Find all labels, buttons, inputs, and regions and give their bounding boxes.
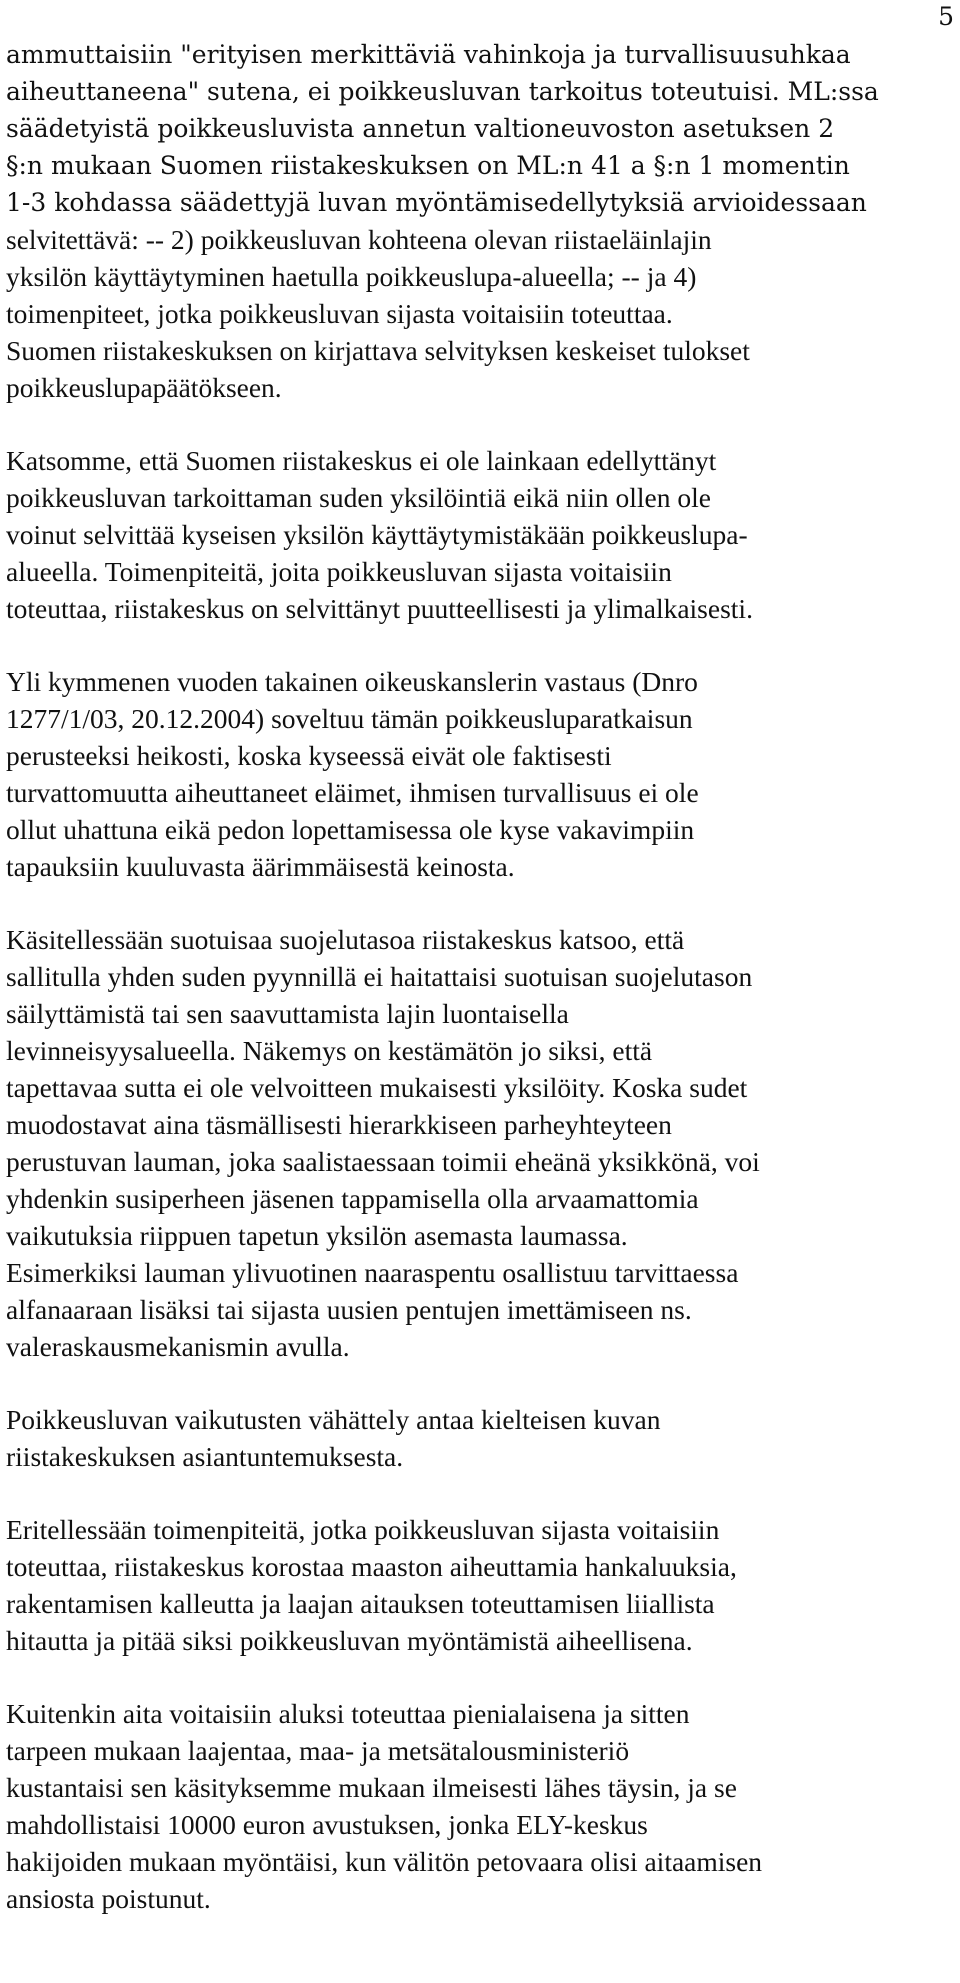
text-line: Poikkeusluvan vaikutusten vähättely antaa kielteisen kuvan [6,1404,661,1435]
paragraph-5 [6,1401,956,1475]
text-line: rakentamisen kalleutta ja laajan aitauksen toteuttamisen liiallista [6,1588,715,1619]
paragraph-gap [6,1659,956,1695]
text-line: selvitettävä: -- 2) poikkeusluvan kohteena olevan riistaeläinlajin [6,224,712,255]
text-line: 1277/1/03, 20.12.2004) soveltuu tämän poikkeusluparatkaisun [6,703,693,734]
text-line: kustantaisi sen käsityksemme mukaan ilmeisesti lähes täysin, ja se [6,1772,737,1803]
text-line: toteuttaa, riistakeskus korostaa maaston aiheuttamia hankaluuksia, [6,1551,737,1582]
text-line: muodostavat aina täsmällisesti hierarkkiseen parheyhteyteen [6,1109,672,1140]
text-line: toteuttaa, riistakeskus on selvittänyt puutteellisesti ja ylimalkaisesti. [6,593,753,624]
text-line: yhdenkin susiperheen jäsenen tappamisella olla arvaamattomia [6,1183,699,1214]
text-line: Kuitenkin aita voitaisiin aluksi toteuttaa pienialaisena ja sitten [6,1698,690,1729]
text-line: 1-3 kohdassa säädettyjä luvan myöntämisedellytyksiä arvioidessaan [6,188,867,217]
document-body [6,36,956,1917]
text-line: alueella. Toimenpiteitä, joita poikkeusluvan sijasta voitaisiin [6,556,672,587]
text-line: Yli kymmenen vuoden takainen oikeuskanslerin vastaus (Dnro [6,666,698,697]
text-line: ollut uhattuna eikä pedon lopettamisessa ole kyse vakavimpiin [6,814,695,845]
text-line: Eritellessään toimenpiteitä, jotka poikkeusluvan sijasta voitaisiin [6,1514,720,1545]
paragraph-4 [6,921,956,1365]
text-line: tarpeen mukaan laajentaa, maa- ja metsätalousministeriö [6,1735,630,1766]
text-line: voinut selvittää kyseisen yksilön käyttäytymistäkään poikkeuslupa- [6,519,748,550]
text-line: §:n mukaan Suomen riistakeskuksen on ML:n 41 a §:n 1 momentin [6,151,850,180]
text-line: säilyttämistä tai sen saavuttamista lajin luontaisella [6,998,569,1029]
text-line: tapauksiin kuuluvasta äärimmäisestä keinosta. [6,851,515,882]
text-line: Käsitellessään suotuisaa suojelutasoa riistakeskus katsoo, että [6,924,685,955]
paragraph-7 [6,1695,956,1917]
text-line: turvattomuutta aiheuttaneet eläimet, ihmisen turvallisuus ei ole [6,777,699,808]
text-line: yksilön käyttäytyminen haetulla poikkeuslupa-alueella; -- ja 4) [6,261,697,292]
paragraph-2 [6,442,956,627]
text-line: säädetyistä poikkeusluvista annetun valtioneuvoston asetuksen 2 [6,114,835,143]
paragraph-1 [6,36,956,406]
text-line: toimenpiteet, jotka poikkeusluvan sijasta voitaisiin toteuttaa. [6,298,673,329]
text-line: mahdollistaisi 10000 euron avustuksen, jonka ELY-keskus [6,1809,648,1840]
text-line: aiheuttaneena" sutena, ei poikkeusluvan tarkoitus toteutuisi. ML:ssa [6,77,879,106]
text-line: poikkeuslupapäätökseen. [6,372,282,403]
text-line: valeraskausmekanismin avulla. [6,1331,350,1362]
paragraph-gap [6,1475,956,1511]
page-number: 5 [938,2,954,31]
text-line: riistakeskuksen asiantuntemuksesta. [6,1441,404,1472]
paragraph-3 [6,663,956,885]
text-line: Suomen riistakeskuksen on kirjattava selvityksen keskeiset tulokset [6,335,750,366]
text-line: hakijoiden mukaan myöntäisi, kun välitön petovaara olisi aitaamisen [6,1846,763,1877]
text-line: sallitulla yhden suden pyynnillä ei haitattaisi suotuisan suojelutason [6,961,753,992]
text-line: perusteeksi heikosti, koska kyseessä eivät ole faktisesti [6,740,612,771]
text-line: perustuvan lauman, joka saalistaessaan toimii eheänä yksikkönä, voi [6,1146,760,1177]
text-line: ammuttaisiin "erityisen merkittäviä vahinkoja ja turvallisuusuhkaa [6,40,851,69]
text-line: poikkeusluvan tarkoittaman suden yksilöintiä eikä niin ollen ole [6,482,711,513]
text-line: hitautta ja pitää siksi poikkeusluvan myöntämistä aiheellisena. [6,1625,693,1656]
text-line: Esimerkiksi lauman ylivuotinen naaraspentu osallistuu tarvittaessa [6,1257,739,1288]
text-line: Katsomme, että Suomen riistakeskus ei ole lainkaan edellyttänyt [6,445,717,476]
paragraph-gap [6,627,956,663]
text-line: levinneisyysalueella. Näkemys on kestämätön jo siksi, että [6,1035,653,1066]
text-line: alfanaaraan lisäksi tai sijasta uusien pentujen imettämiseen ns. [6,1294,692,1325]
text-line: tapettavaa sutta ei ole velvoitteen mukaisesti yksilöity. Koska sudet [6,1072,748,1103]
paragraph-gap [6,1365,956,1401]
paragraph-6 [6,1511,956,1659]
text-line: ansiosta poistunut. [6,1883,211,1914]
text-line: vaikutuksia riippuen tapetun yksilön asemasta laumassa. [6,1220,628,1251]
paragraph-gap [6,885,956,921]
paragraph-gap [6,406,956,442]
